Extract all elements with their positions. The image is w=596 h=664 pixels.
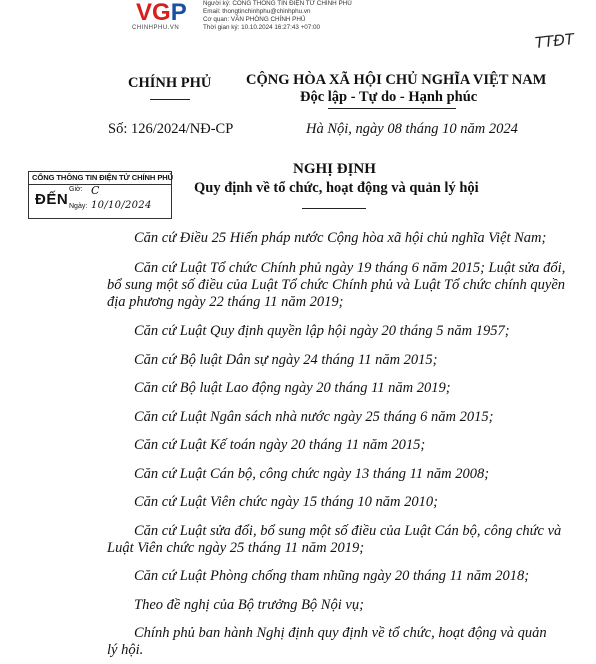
title-divider — [302, 208, 366, 209]
document-number: Số: 126/2024/NĐ-CP — [108, 121, 234, 137]
paragraph-line: Căn cứ Luật Cán bộ, công chức ngày 13 tháng 11 năm 2008; — [134, 466, 490, 482]
digital-signature-block — [203, 0, 352, 32]
document-title: Quy định về tổ chức, hoạt động và quản lý hội — [194, 180, 479, 196]
signature-signer: Người ký: CÔNG THÔNG TIN ĐIỆN TỬ CHÍNH PHỦ — [203, 0, 352, 7]
stamp-time-label: Giờ: — [69, 186, 83, 193]
paragraph-line: Căn cứ Luật Ngân sách nhà nước ngày 25 tháng 6 năm 2015; — [134, 409, 494, 425]
paragraph-line: Căn cứ Luật Quy định quyền lập hội ngày 20 tháng 5 năm 1957; — [134, 323, 510, 339]
paragraph-line: Căn cứ Luật Viên chức ngày 15 tháng 10 năm 2010; — [134, 494, 438, 510]
issuer-divider — [150, 99, 190, 100]
stamp-den-label: ĐẾN — [35, 191, 69, 208]
paragraph-line: Căn cứ Luật Phòng chống tham nhũng ngày 20 tháng 11 năm 2018; — [134, 568, 530, 584]
nation-motto: Độc lập - Tự do - Hạnh phúc — [300, 89, 478, 105]
paragraph-line: Căn cứ Điều 25 Hiến pháp nước Cộng hòa xã hội chủ nghĩa Việt Nam; — [134, 230, 547, 246]
arrival-stamp — [28, 171, 172, 219]
logo-text-red: VG — [136, 0, 171, 26]
stamp-organization: CỔNG THÔNG TIN ĐIỆN TỬ CHÍNH PHỦ — [32, 173, 174, 182]
stamp-divider — [29, 184, 171, 185]
signature-agency: Cơ quan: VĂN PHÒNG CHÍNH PHỦ — [203, 16, 306, 23]
logo-text-blue: P — [170, 0, 187, 26]
signature-email: Email: thongtinchinhphu@chinhphu.vn — [203, 8, 311, 15]
stamp-date-value: 10/10/2024 — [91, 200, 152, 211]
paragraph-line: lý hội. — [107, 642, 144, 658]
stamp-time-value: C — [91, 184, 100, 197]
place-and-date: Hà Nội, ngày 08 tháng 10 năm 2024 — [306, 121, 518, 137]
paragraph-line: Căn cứ Bộ luật Dân sự ngày 24 tháng 11 năm 2015; — [134, 352, 438, 368]
document-type: NGHỊ ĐỊNH — [293, 161, 376, 177]
paragraph-line: Căn cứ Luật sửa đổi, bổ sung một số điều của Luật Cán bộ, công chức và — [134, 523, 562, 539]
paragraph-line: Căn cứ Bộ luật Lao động ngày 20 tháng 11 năm 2019; — [134, 380, 451, 396]
signature-time: Thời gian ký: 10.10.2024 16:27:43 +07:00 — [203, 24, 321, 31]
motto-divider — [328, 108, 456, 109]
stamp-date-label: Ngày: — [69, 203, 88, 210]
paragraph-line: Căn cứ Luật Kế toán ngày 20 tháng 11 năm 2015; — [134, 437, 426, 453]
nation-title: CỘNG HÒA XÃ HỘI CHỦ NGHĨA VIỆT NAM — [246, 72, 547, 88]
handwritten-mark: TTĐT — [534, 30, 575, 52]
paragraph-line: Chính phủ ban hành Nghị định quy định về tổ chức, hoạt động và quản — [134, 625, 547, 641]
paragraph-line: địa phương ngày 22 tháng 11 năm 2019; — [107, 294, 344, 310]
vgp-logo — [136, 0, 187, 26]
paragraph-line: bổ sung một số điều của Luật Tổ chức Chính phủ và Luật Tổ chức chính quyền — [107, 277, 566, 293]
paragraph-line: Căn cứ Luật Tổ chức Chính phủ ngày 19 tháng 6 năm 2015; Luật sửa đổi, — [134, 260, 566, 276]
issuer-name: CHÍNH PHỦ — [128, 75, 212, 91]
logo-subtitle: CHINHPHU.VN — [132, 25, 180, 31]
paragraph-line: Luật Viên chức ngày 25 tháng 11 năm 2019; — [107, 540, 365, 556]
paragraph-line: Theo đề nghị của Bộ trưởng Bộ Nội vụ; — [134, 597, 364, 613]
